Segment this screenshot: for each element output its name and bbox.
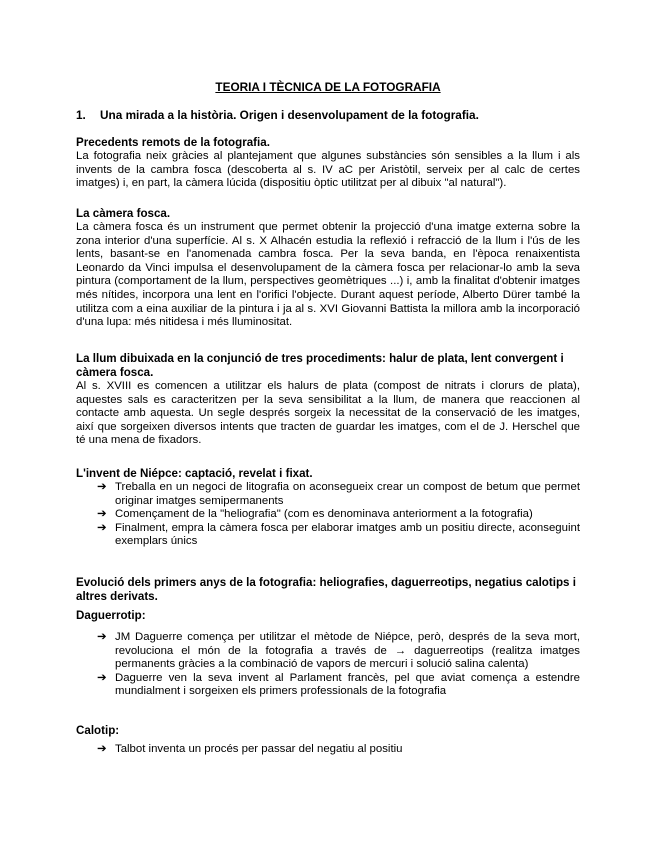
- block-heading: Evolució dels primers anys de la fotografia: heliografies, daguerreotips, negatius calotips i altres derivats.: [76, 576, 576, 603]
- arrow-icon: ➔: [97, 743, 107, 755]
- block-heading: La càmera fosca.: [76, 207, 171, 220]
- block-niepce: [76, 467, 580, 549]
- block-heading: La llum dibuixada en la conjunció de tres procediments: halur de plata, lent convergent i càmera fosca.: [76, 352, 564, 379]
- arrow-icon: ➔: [97, 481, 107, 493]
- list-item: ➔ Daguerre ven la seva invent al Parlament francès, pel que aviat comença a estendre mundialment i sorgeixen els primers professionals de la fotografia: [97, 671, 580, 698]
- list-item: ➔ Treballa en un negoci de litografia on aconsegueix crear un compost de betum que permet originar imatges semipermanents: [97, 481, 580, 507]
- arrow-icon: ➔: [97, 521, 107, 534]
- block-llum-dibuixada: [76, 352, 580, 448]
- block-heading: L'invent de Niépce: captació, revelat i fixat.: [76, 467, 313, 480]
- list-item: ➔ JM Daguerre comença per utilitzar el mètode de Niépce, però, després de la seva mort, revoluciona el món de la fotografia a través de → daguerreotips (realitza imatges permanents gràcies a la combinació de vapors de mercuri i solució salina calenta): [97, 631, 580, 671]
- list-item: ➔ Talbot inventa un procés per passar del negatiu al positiu: [97, 743, 403, 755]
- block-evolucio: [76, 576, 580, 699]
- arrow-icon: ➔: [97, 631, 107, 643]
- bullet-list: [76, 743, 580, 757]
- section-title: Una mirada a la història. Origen i desenvolupament de la fotografia.: [100, 108, 479, 122]
- arrow-icon: ➔: [97, 508, 107, 521]
- block-camera-fosca: [76, 207, 580, 330]
- list-item: ➔ Començament de la "heliografia" (com es denominava anteriorment a la fotografia): [97, 508, 533, 521]
- list-item: ➔ Finalment, empra la càmera fosca per elaborar imatges amb un positiu directe, aconseguint exemplars únics: [97, 521, 580, 548]
- block-paragraph: Al s. XVIII es comencen a utilitzar els halurs de plata (compost de nitrats i clorurs de plata), aquestes sals es caracteritzen per la seva sensibilitat a la llum, de manera que reaccionen al contacte amb aquesta. Un segle després sorgeix la necessitat de la conservació de les imatges, així que sorgeixen diversos intents que tracten de guardar les imatges, com el de J. Herschel que té una mena de fixadors.: [76, 380, 580, 447]
- block-precedents: [76, 136, 580, 191]
- bullet-list: [76, 481, 580, 549]
- document-title: TEORIA I TÈCNICA DE LA FOTOGRAFIA: [215, 80, 441, 94]
- block-subheading: Daguerrotip:: [76, 609, 146, 622]
- arrow-icon: ➔: [97, 671, 107, 684]
- section-heading: [76, 108, 580, 122]
- block-paragraph: La càmera fosca és un instrument que permet obtenir la projecció d'una imatge externa sobre la zona interior d'una superfície. Al s. X Alhacén estudia la reflexió i refracció de la llum i l'ús de les lents, basant-se en l'anomenada cambra fosca. Per la seva banda, en l'època renaixentista Leonardo da Vinci impulsa el desenvolupament de la càmera fosca per relacionar-lo amb la seva pintura (comportament de la llum, perspectives geomètriques ...) i, amb la finalitat d'obtenir imatges més nítides, incorpora una lent en l'orifici l'objecte. Durant aquest període, Alberto Dürer també la utilitza com a eina auxiliar de la pintura i ja al s. XVI Giovanni Battista la millora amb la incorporació d'una lupa: més nitidesa i més lluminositat.: [76, 221, 580, 329]
- block-subheading: Calotip:: [76, 724, 120, 737]
- block-calotip: [76, 724, 580, 757]
- bullet-list: [76, 631, 580, 699]
- section-number: 1.: [76, 108, 86, 122]
- block-heading: Precedents remots de la fotografia.: [76, 136, 270, 149]
- block-paragraph: La fotografia neix gràcies al plantejament que algunes substàncies són sensibles a la llum i als invents de la cambra fosca (descoberta al s. IV aC per Aristòtil, serveix per al calc de certes imatges) i, en part, la càmera lúcida (dispositiu òptic utilitzat per al dibuix "al natural").: [76, 150, 580, 190]
